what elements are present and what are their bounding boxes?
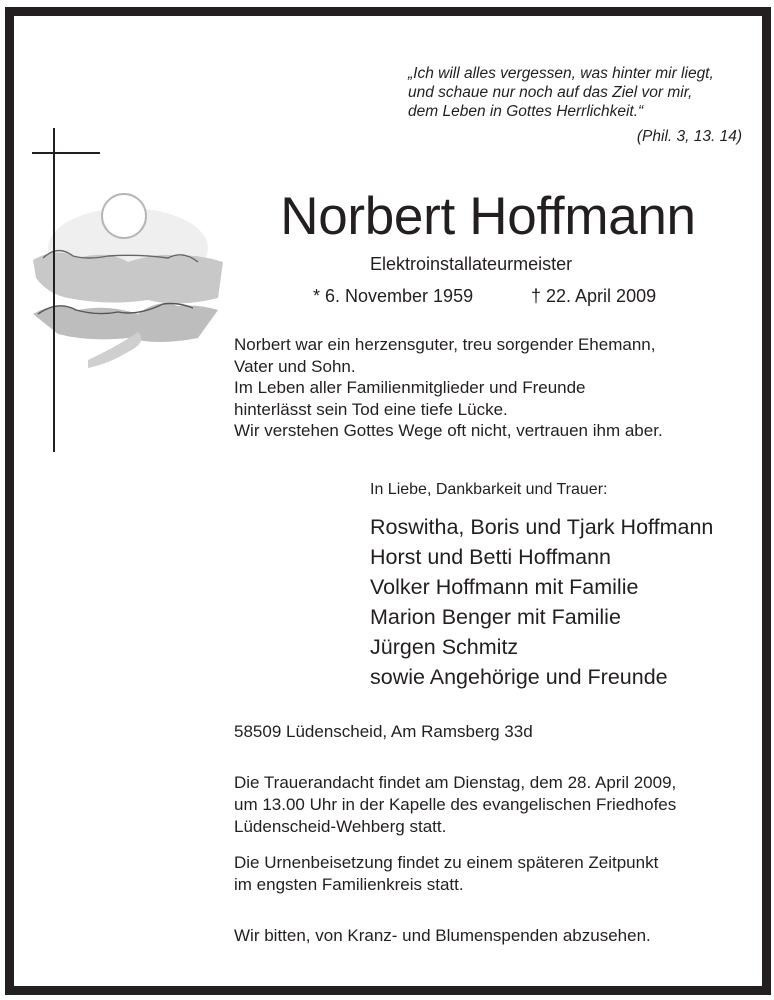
- quote-line: dem Leben in Gottes Herrlichkeit.“: [408, 103, 644, 120]
- mourning-intro: In Liebe, Dankbarkeit und Trauer:: [370, 481, 608, 498]
- bible-quote: [408, 64, 714, 121]
- tribute-line: hinterlässt sein Tod eine tiefe Lücke.: [234, 399, 508, 419]
- tribute-text: [234, 334, 663, 442]
- family-address: 58509 Lüdenscheid, Am Ramsberg 33d: [234, 722, 533, 741]
- mourner: Horst und Betti Hoffmann: [370, 545, 612, 569]
- service-line: Lüdenscheid-Wehberg statt.: [234, 817, 447, 836]
- service-notice: [234, 772, 676, 838]
- urn-line: Die Urnenbeisetzung findet zu einem späteren Zeitpunkt: [234, 853, 659, 872]
- tribute-line: Vater und Sohn.: [234, 356, 356, 376]
- service-line: um 13.00 Uhr in der Kapelle des evangelischen Friedhofes: [234, 795, 677, 814]
- urn-burial-notice: [234, 852, 658, 896]
- deceased-name: Norbert Hoffmann: [280, 187, 696, 246]
- urn-line: im engsten Familienkreis statt.: [234, 875, 464, 894]
- cross-landscape-illustration: [28, 128, 228, 458]
- quote-line: und schaue nur noch auf das Ziel vor mir,: [408, 84, 693, 101]
- tribute-line: Norbert war ein herzensguter, treu sorgender Ehemann,: [234, 335, 656, 354]
- mourner: Roswitha, Boris und Tjark Hoffmann: [370, 515, 714, 539]
- mourners-list: [370, 512, 713, 692]
- birth-date: * 6. November 1959: [313, 286, 474, 306]
- occupation: Elektroinstallateurmeister: [370, 254, 573, 274]
- quote-reference: (Phil. 3, 13. 14): [636, 128, 742, 145]
- death-date: † 22. April 2009: [531, 286, 657, 306]
- mourner: Volker Hoffmann mit Familie: [370, 575, 639, 599]
- mourner: Marion Benger mit Familie: [370, 605, 621, 629]
- mourner: Jürgen Schmitz: [370, 635, 519, 659]
- tribute-line: Im Leben aller Familienmitglieder und Freunde: [234, 378, 586, 397]
- service-line: Die Trauerandacht findet am Dienstag, dem 28. April 2009,: [234, 773, 677, 792]
- tribute-line: Wir verstehen Gottes Wege oft nicht, vertrauen ihm aber.: [234, 421, 663, 440]
- flowers-note: Wir bitten, von Kranz- und Blumenspenden abzusehen.: [234, 926, 651, 945]
- quote-line: „Ich will alles vergessen, was hinter mir liegt,: [408, 65, 714, 82]
- mourner: sowie Angehörige und Freunde: [370, 665, 668, 689]
